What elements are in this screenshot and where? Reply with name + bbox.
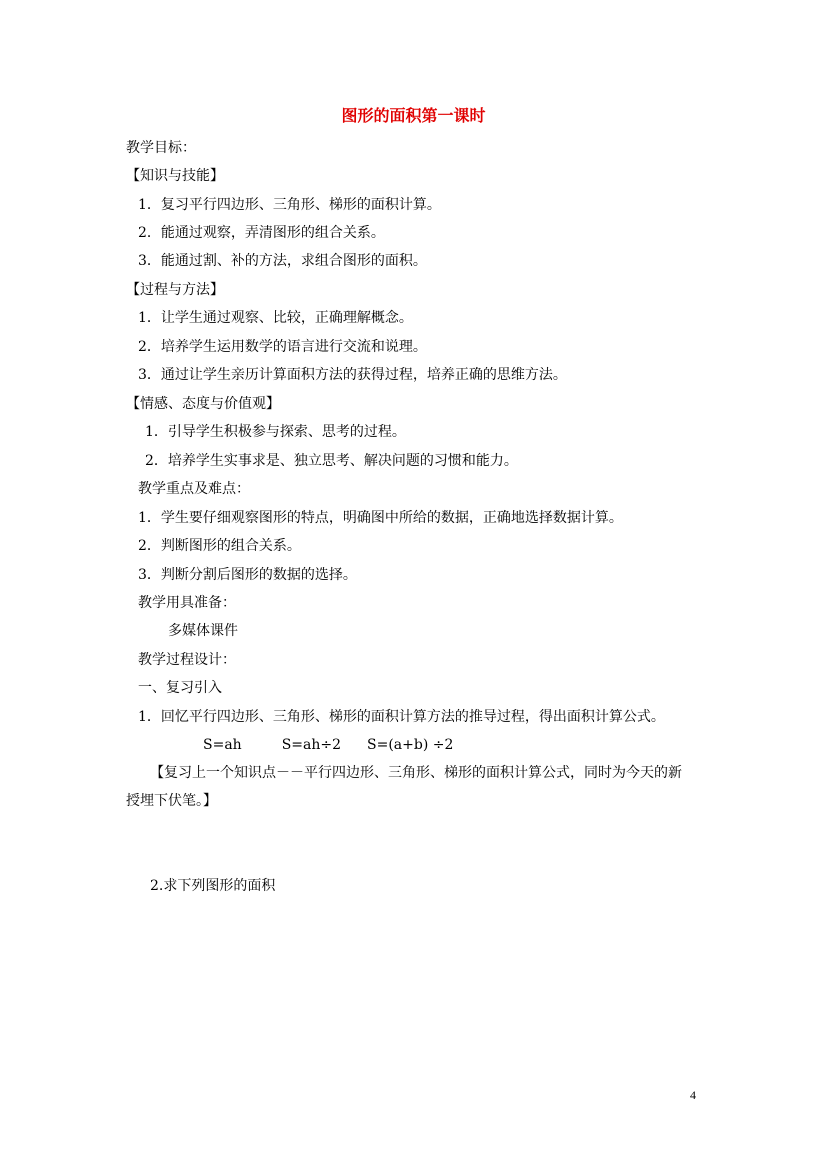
question-text: 2.求下列图形的面积 [150, 878, 276, 894]
formula-parallelogram: S=ah [203, 737, 242, 753]
objective-item: 2．能通过观察，弄清图形的组合关系。 [138, 225, 385, 241]
review-note: 【复习上一个知识点－－平行四边形、三角形、梯形的面积计算公式，同时为今天的新 [150, 765, 682, 781]
review-note-continued: 授埋下伏笔。】 [126, 793, 217, 809]
objective-item: 2．培养学生运用数学的语言进行交流和说理。 [138, 339, 427, 355]
objective-item: 3．能通过割、补的方法，求组合图形的面积。 [138, 253, 427, 269]
formula-line [203, 736, 453, 754]
section-heading: 一、复习引入 [138, 680, 222, 696]
document-title: 图形的面积第一课时 [341, 106, 486, 125]
key-point-item: 3．判断分割后图形的数据的选择。 [138, 567, 357, 583]
page-number: 4 [690, 1088, 696, 1102]
key-points-heading: 教学重点及难点： [138, 481, 250, 497]
formula-triangle: S=ah÷2 [281, 737, 342, 753]
objective-item: 1．让学生通过观察、比较，正确理解概念。 [138, 310, 413, 326]
knowledge-skills-heading: 【知识与技能】 [126, 168, 224, 184]
process-item: 1．回忆平行四边形、三角形、梯形的面积计算方法的推导过程，得出面积计算公式。 [138, 709, 665, 725]
teaching-process-heading: 教学过程设计： [138, 652, 236, 668]
teaching-aids-heading: 教学用具准备： [138, 595, 236, 611]
teaching-aid-item: 多媒体课件 [168, 623, 238, 639]
key-point-item: 1．学生要仔细观察图形的特点，明确图中所给的数据，正确地选择数据计算。 [138, 510, 623, 526]
objective-item: 2．培养学生实事求是、独立思考、解决问题的习惯和能力。 [145, 453, 518, 469]
process-methods-heading: 【过程与方法】 [126, 282, 224, 298]
objective-item: 1．复习平行四边形、三角形、梯形的面积计算。 [138, 197, 441, 213]
objective-item: 3．通过让学生亲历计算面积方法的获得过程，培养正确的思维方法。 [138, 367, 567, 383]
formula-trapezoid: S=(a+b) ÷2 [367, 737, 454, 753]
emotion-attitude-heading: 【情感、态度与价值观】 [126, 396, 280, 412]
key-point-item: 2．判断图形的组合关系。 [138, 538, 301, 554]
objective-item: 1．引导学生积极参与探索、思考的过程。 [145, 424, 406, 440]
teaching-objectives-heading: 教学目标： [126, 140, 196, 156]
